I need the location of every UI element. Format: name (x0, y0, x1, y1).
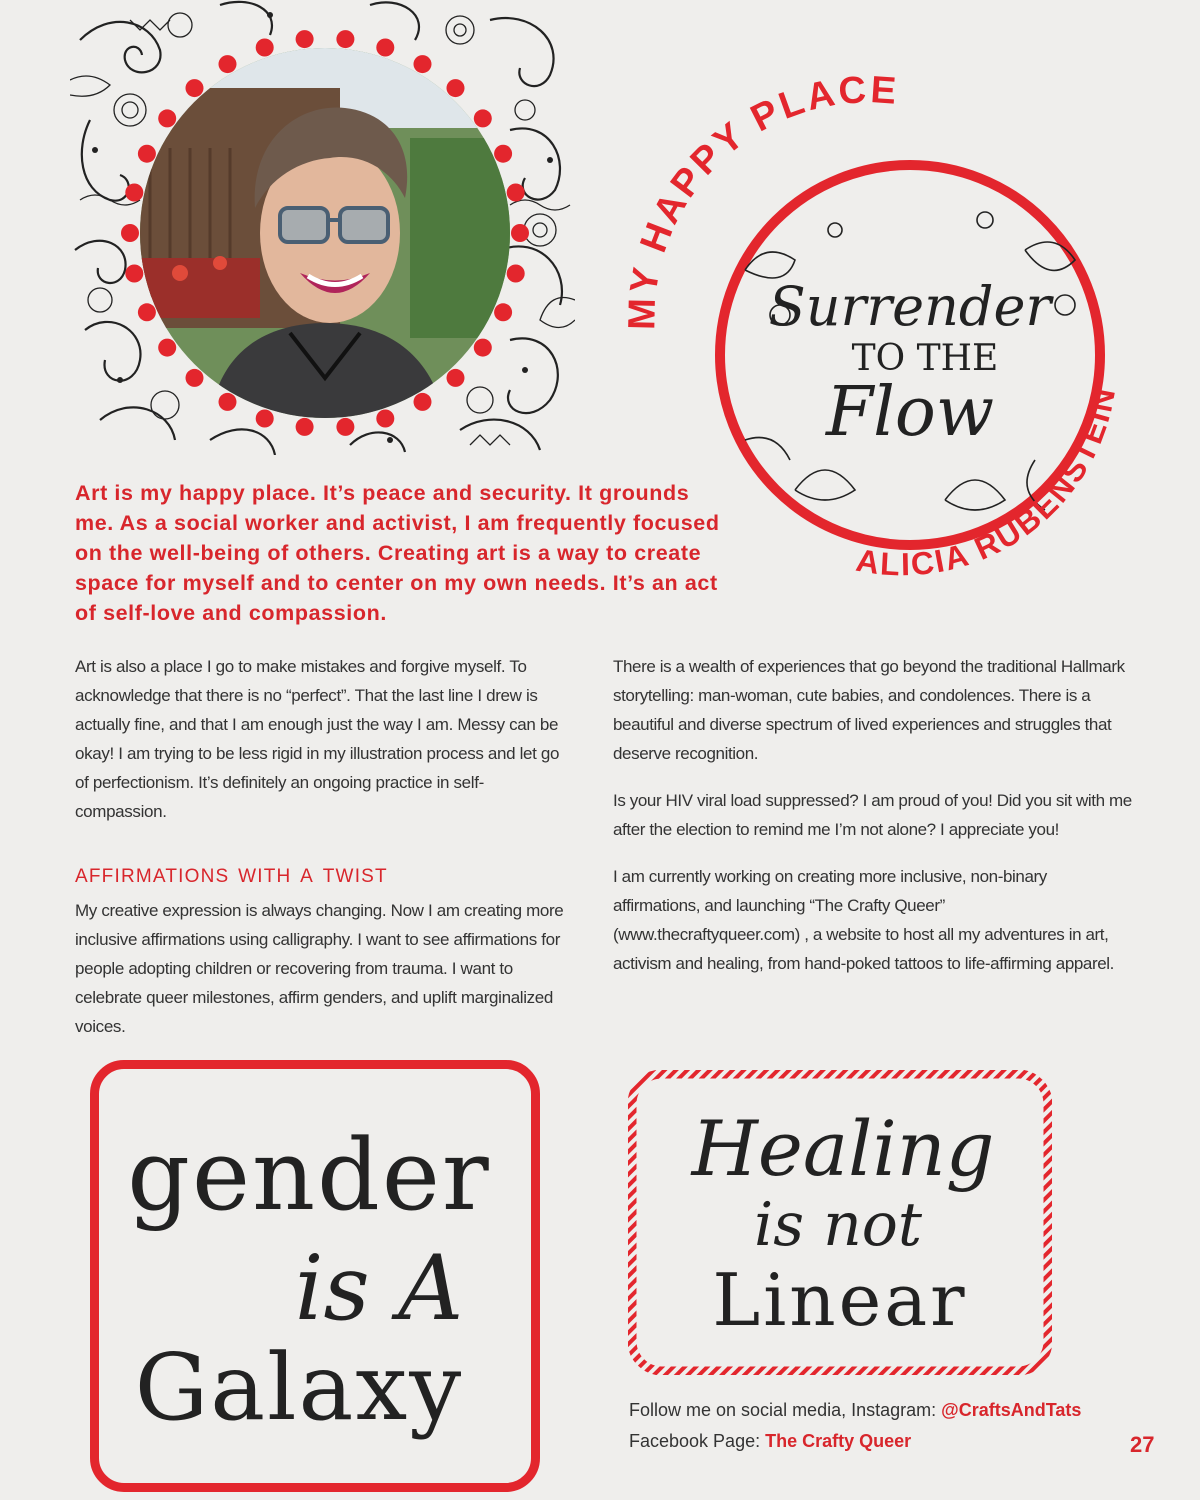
right-paragraph-2: Is your HIV viral load suppressed? I am proud of you! Did you sit with me after the election to remind me I’m not alone? I appreciate you! (613, 791, 1132, 839)
facebook-line (629, 1426, 1109, 1457)
red-ring-dot (138, 145, 156, 163)
red-ring-dot (376, 39, 394, 57)
red-ring-dot (507, 265, 525, 283)
red-ring-dot (125, 184, 143, 202)
red-ring-dot (336, 30, 354, 48)
right-column (613, 652, 1133, 978)
badge-art-line3: Flow (825, 373, 995, 452)
intro-quote: Art is my happy place. It’s peace and security. It grounds me. As a social worker and activist, I am frequently focused on the well-being of others. Creating art is a way to create space for myself and to center on my own needs. It’s an act of self-love and compassion. (75, 481, 720, 625)
healing-card-line3: Linear (712, 1258, 968, 1342)
red-ring-dot (474, 339, 492, 357)
red-ring-dot (138, 303, 156, 321)
red-ring-dot (447, 79, 465, 97)
red-ring-dot (219, 393, 237, 411)
red-ring-dot (474, 109, 492, 127)
left-paragraph-1: Art is also a place I go to make mistakes and forgive myself. To acknowledge that there is no “perfect”. That the last line I drew is actually fine, and that I am enough just the way I am. Messy can be okay! I am trying to be less rigid in my illustration process and let go of perfectionism. It’s definitely an ongoing practice in self-compassion. (75, 657, 560, 821)
instagram-line (629, 1395, 1109, 1426)
red-ring-dot (121, 224, 139, 242)
red-ring-dot (414, 55, 432, 73)
red-ring-dot (186, 369, 204, 387)
right-paragraph-3: I am currently working on creating more inclusive, non-binary affirmations, and launching “The Crafty Queer” (www.thecraftyqueer.com) , a website to host all my adventures in art, activism and healing, from hand-poked tattoos to life-affirming apparel. (613, 867, 1115, 973)
gender-card-line3: Galaxy (134, 1334, 464, 1441)
gender-card-line1: gender (127, 1119, 491, 1233)
red-ring-dot (296, 30, 314, 48)
left-column (75, 652, 565, 1041)
red-ring-dot (336, 418, 354, 436)
gender-card-line2: is A (294, 1236, 464, 1341)
page-number: 27 (1130, 1432, 1155, 1457)
badge-author-name: ALICIA RUBENSTEIN (853, 383, 1123, 583)
red-ring-dot (414, 393, 432, 411)
red-ring-dot (158, 339, 176, 357)
red-ring-dot (447, 369, 465, 387)
red-ring-dot (256, 410, 274, 428)
red-ring-dot (296, 418, 314, 436)
instagram-handle-link[interactable]: @CraftsAndTats (941, 1400, 1082, 1420)
red-ring-dot (256, 39, 274, 57)
red-ring-dot (507, 184, 525, 202)
red-ring-dot (494, 145, 512, 163)
healing-card-line2: is not (754, 1190, 922, 1260)
red-ring-dot (219, 55, 237, 73)
section-heading: affirmations with a twist (75, 858, 388, 888)
left-paragraph-2: My creative expression is always changing. Now I am creating more inclusive affirmations using calligraphy. I want to see affirmations for people adopting children or recovering from trauma. I want to celebrate queer milestones, affirm genders, and uplift marginalized voices. (75, 901, 564, 1036)
badge-art-line2: TO THE (851, 338, 999, 379)
badge-top-text: MY HAPPY PLACE (621, 70, 901, 331)
red-ring-dot (376, 410, 394, 428)
facebook-page-link[interactable]: The Crafty Queer (765, 1431, 912, 1451)
healing-linear-card (628, 1070, 1052, 1375)
badge-art-line1: Surrender (768, 275, 1052, 338)
social-links (629, 1395, 1109, 1457)
red-ring-dot (511, 224, 529, 242)
gender-galaxy-card (90, 1060, 540, 1492)
instagram-prefix: Follow me on social media, Instagram: (629, 1400, 942, 1420)
facebook-prefix: Facebook Page: (629, 1431, 766, 1451)
healing-card-line1: Healing (691, 1104, 995, 1193)
red-ring-dot (125, 265, 143, 283)
portrait-photo (140, 48, 510, 418)
right-paragraph-1: There is a wealth of experiences that go beyond the traditional Hallmark storytelling: man-woman, cute babies, and condolences. There is a beautiful and diverse spectrum of lived experiences and struggles that deserve recognition. (613, 657, 1125, 763)
red-ring-dot (494, 303, 512, 321)
